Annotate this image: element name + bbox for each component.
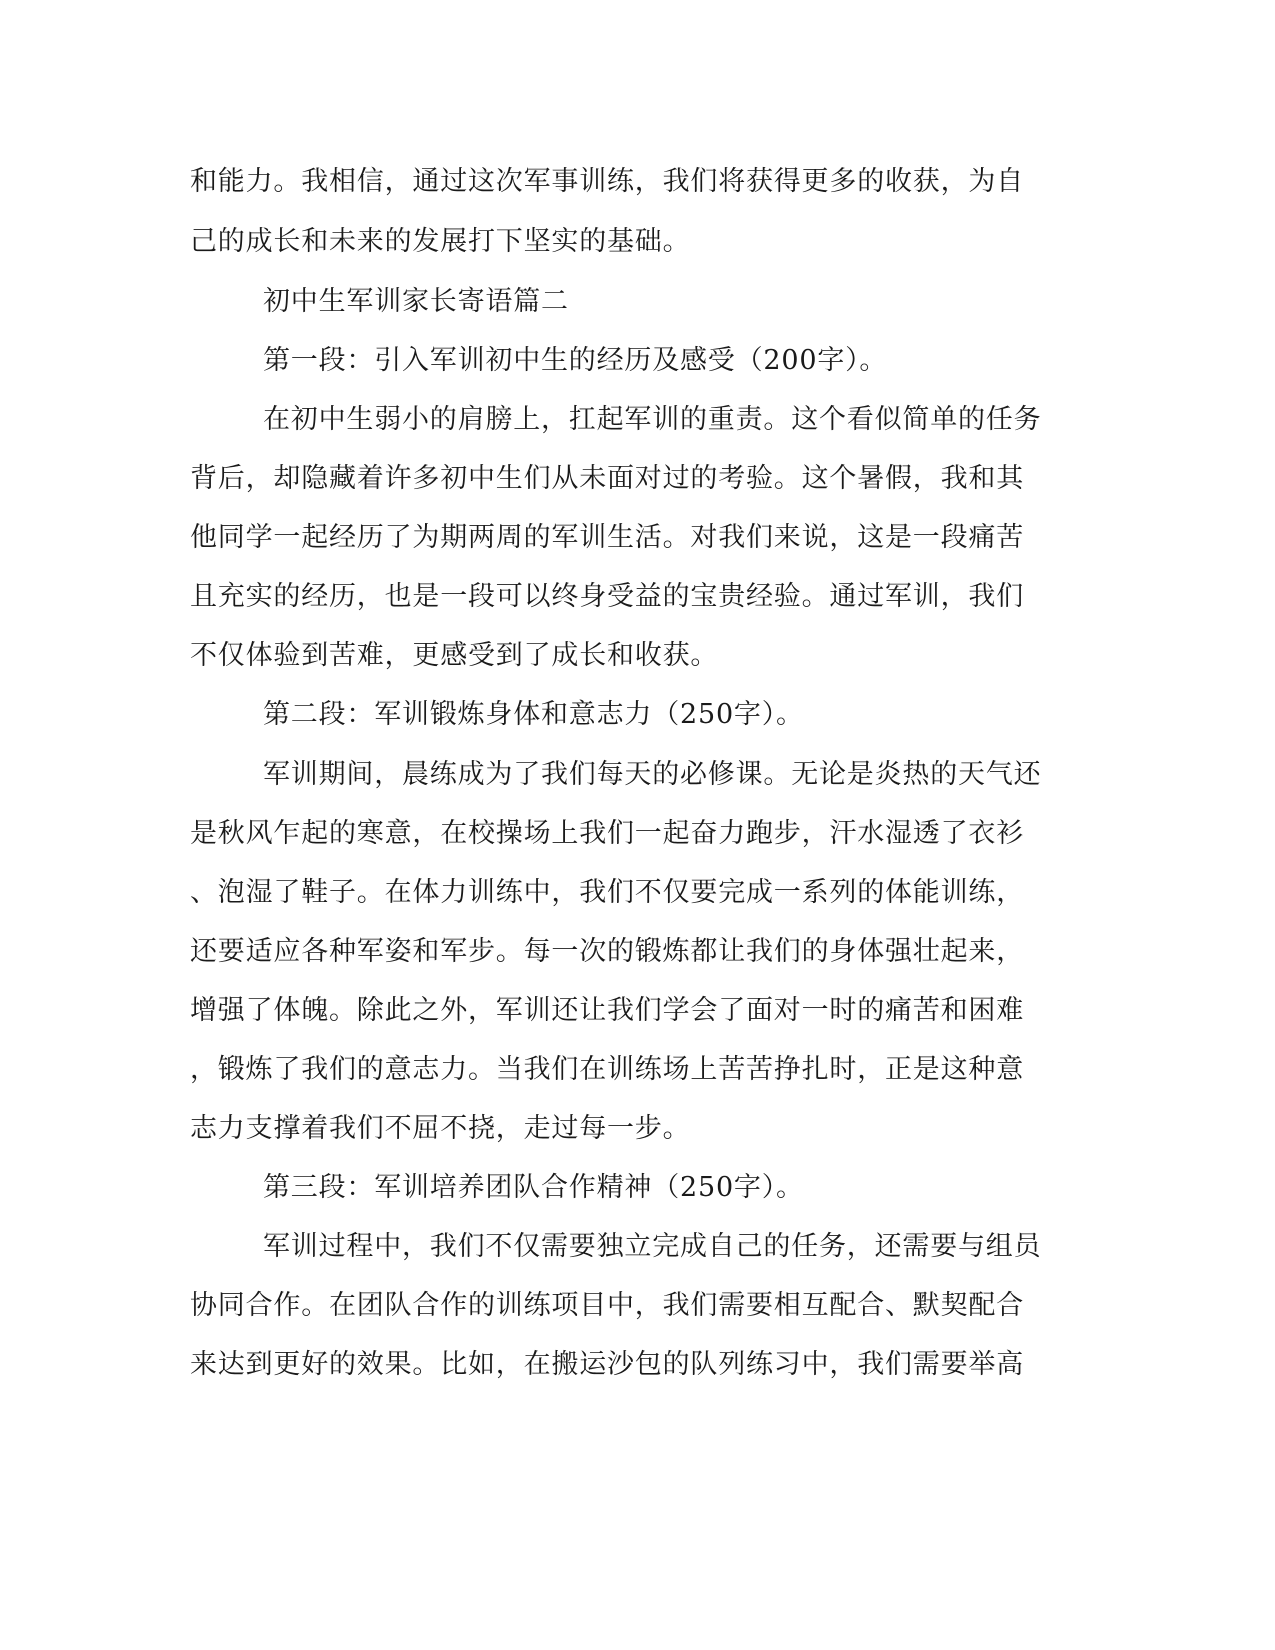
text-line: 己的成长和未来的发展打下坚实的基础。: [190, 226, 691, 257]
text-line: 是秋风乍起的寒意，在校操场上我们一起奋力跑步，汗水湿透了衣衫: [190, 818, 1024, 849]
paragraph-heading: 第二段：军训锻炼身体和意志力（250字）。: [263, 699, 804, 730]
text-line: 不仅体验到苦难，更感受到了成长和收获。: [190, 640, 719, 671]
text-line: 他同学一起经历了为期两周的军训生活。对我们来说，这是一段痛苦: [190, 522, 1024, 553]
text-line: 在初中生弱小的肩膀上，扛起军训的重责。这个看似简单的任务: [263, 404, 1042, 435]
text-line: 还要适应各种军姿和军步。每一次的锻炼都让我们的身体强壮起来，: [190, 936, 1024, 967]
paragraph-heading: 第一段：引入军训初中生的经历及感受（200字）。: [263, 345, 888, 376]
paragraph-heading: 第三段：军训培养团队合作精神（250字）。: [263, 1172, 804, 1203]
text-line: 志力支撑着我们不屈不挠，走过每一步。: [190, 1113, 691, 1144]
text-line: 且充实的经历，也是一段可以终身受益的宝贵经验。通过军训，我们: [190, 581, 1024, 612]
text-line: 、泡湿了鞋子。在体力训练中，我们不仅要完成一系列的体能训练，: [190, 877, 1024, 908]
text-line: 军训过程中，我们不仅需要独立完成自己的任务，还需要与组员: [263, 1231, 1042, 1262]
text-line: 和能力。我相信，通过这次军事训练，我们将获得更多的收获，为自: [190, 166, 1024, 197]
text-line: ，锻炼了我们的意志力。当我们在训练场上苦苦挣扎时，正是这种意: [190, 1054, 1024, 1085]
text-line: 协同合作。在团队合作的训练项目中，我们需要相互配合、默契配合: [190, 1290, 1024, 1321]
section-title: 初中生军训家长寄语篇二: [263, 286, 569, 317]
text-line: 来达到更好的效果。比如，在搬运沙包的队列练习中，我们需要举高: [190, 1349, 1024, 1380]
text-line: 增强了体魄。除此之外，军训还让我们学会了面对一时的痛苦和困难: [190, 995, 1024, 1026]
text-line: 背后，却隐藏着许多初中生们从未面对过的考验。这个暑假，我和其: [190, 463, 1024, 494]
text-line: 军训期间，晨练成为了我们每天的必修课。无论是炎热的天气还: [263, 759, 1042, 790]
